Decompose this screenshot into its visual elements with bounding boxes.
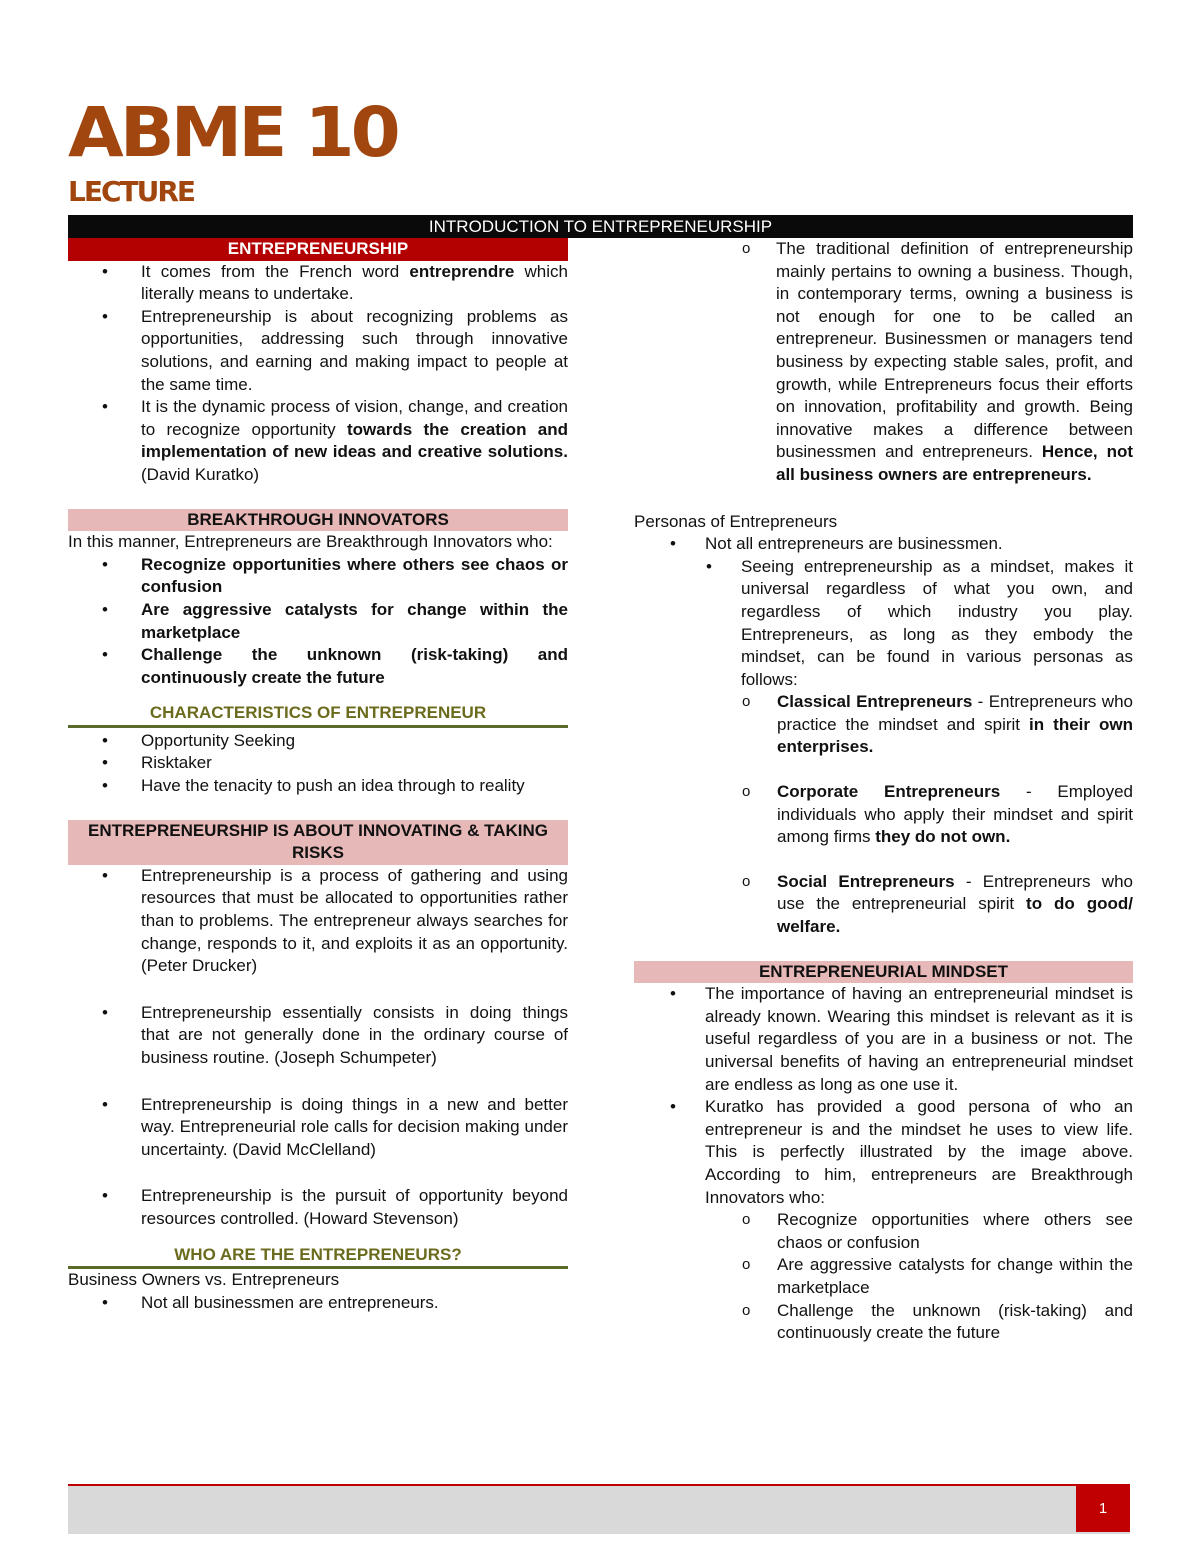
list-item: • Are aggressive catalysts for change within the marketplace (68, 599, 568, 644)
entrepreneurship-list (68, 261, 568, 487)
list-item-social: o Social Entrepreneurs - Entrepreneurs who use the entrepreneurial spirit to do good/ welfare. (634, 871, 1133, 939)
section-heading-characteristics: CHARACTERISTICS OF ENTREPRENEUR (68, 702, 568, 728)
who-list (68, 1292, 568, 1315)
document-subtitle: LECTURE (68, 175, 195, 208)
page-number: 1 (1076, 1486, 1130, 1532)
list-item: • Have the tenacity to push an idea through to reality (68, 775, 568, 798)
list-item: • Entrepreneurship is the pursuit of opportunity beyond resources controlled. (Howard Stevenson) (68, 1185, 568, 1230)
list-item: • The importance of having an entrepreneurial mindset is already known. Wearing this mindset is relevant as it is useful regardless of you are in a business or not. The universal benefits of having an entrepreneurial mindset are endless as long as one use it. (634, 983, 1133, 1096)
list-item-classical: o Classical Entrepreneurs - Entrepreneurs who practice the mindset and spirit in their own enterprises. (634, 691, 1133, 759)
footer-bar (68, 1484, 1130, 1534)
personas-intro: Personas of Entrepreneurs (634, 511, 838, 531)
right-column (634, 238, 1133, 1345)
list-item: • Entrepreneurship is about recognizing problems as opportunities, addressing such through innovative solutions, and earning and making impact to people at the same time. (68, 306, 568, 396)
left-column (68, 238, 568, 1314)
list-item: o Challenge the unknown (risk-taking) and continuously create the future (634, 1300, 1133, 1345)
list-item: • It is the dynamic process of vision, change, and creation to recognize opportunity towards the creation and implementation of new ideas and creative solutions. (David Kuratko) (68, 396, 568, 486)
list-item: o Recognize opportunities where others see chaos or confusion (634, 1209, 1133, 1254)
section-heading-who-are-entrepreneurs: WHO ARE THE ENTREPRENEURS? (68, 1244, 568, 1270)
personas-list (634, 533, 1133, 939)
list-item: • Not all businessmen are entrepreneurs. (68, 1292, 568, 1315)
list-item: • Challenge the unknown (risk-taking) and continuously create the future (68, 644, 568, 689)
list-item: • Risktaker (68, 752, 568, 775)
list-item: • Entrepreneurship essentially consists in doing things that are not generally done in the ordinary course of business routine. (Joseph Schumpeter) (68, 1002, 568, 1070)
list-item: • Seeing entrepreneurship as a mindset, makes it universal regardless of what you own, and regardless of which industry you play. Entrepreneurs, as long as they embody the mindset, can be found in various personas as follows: (634, 556, 1133, 692)
innovators-list (68, 554, 568, 690)
list-item: • Kuratko has provided a good persona of who an entrepreneur is and the mindset he uses to view life. This is perfectly illustrated by the image above. According to him, entrepreneurs are Breakthrough Innovators who: (634, 1096, 1133, 1209)
characteristics-list (68, 730, 568, 798)
document-title: ABME 10 (68, 92, 397, 172)
list-item-corporate: o Corporate Entrepreneurs - Employed individuals who apply their mindset and spirit among firms they do not own. (634, 781, 1133, 849)
list-item: • Recognize opportunities where others see chaos or confusion (68, 554, 568, 599)
list-item: • Entrepreneurship is a process of gathering and using resources that must be allocated to opportunities rather than to problems. The entrepreneur always searches for change, responds to it, and exploits it as an opportunity. (Peter Drucker) (68, 865, 568, 978)
list-item: • Entrepreneurship is doing things in a new and better way. Entrepreneurial role calls for decision making under uncertainty. (David McClelland) (68, 1094, 568, 1162)
section-heading-breakthrough-innovators: BREAKTHROUGH INNOVATORS (68, 509, 568, 532)
list-item: • Opportunity Seeking (68, 730, 568, 753)
section-heading-entrepreneurship: ENTREPRENEURSHIP (68, 238, 568, 261)
innovating-list (68, 865, 568, 1231)
list-item: o The traditional definition of entrepreneurship mainly pertains to owning a business. Though, in contemporary terms, owning a business is not enough for one to be called an entrepreneur. Businessmen or managers tend business by expecting stable sales, profit, and growth, while Entrepreneurs focus their efforts on innovation, profitability and growth. Being innovative makes a difference between businessmen and entrepreneurs. Hence, not all business owners are entrepreneurs. (634, 238, 1133, 487)
section-heading-entrepreneurial-mindset: ENTREPRENEURIAL MINDSET (634, 961, 1133, 984)
section-heading-innovating-risks: ENTREPRENEURSHIP IS ABOUT INNOVATING & TAKING RISKS (68, 820, 568, 865)
section-intro: Business Owners vs. Entrepreneurs (68, 1270, 340, 1290)
list-item: • It comes from the French word entreprendre which literally means to undertake. (68, 261, 568, 306)
continuation-list (634, 238, 1133, 487)
mindset-list (634, 983, 1133, 1345)
topic-banner: INTRODUCTION TO ENTREPRENEURSHIP (68, 215, 1133, 238)
section-intro: In this manner, Entrepreneurs are Breakthrough Innovators who: (68, 532, 553, 552)
list-item: o Are aggressive catalysts for change within the marketplace (634, 1254, 1133, 1299)
list-item: • Not all entrepreneurs are businessmen. (634, 533, 1133, 556)
